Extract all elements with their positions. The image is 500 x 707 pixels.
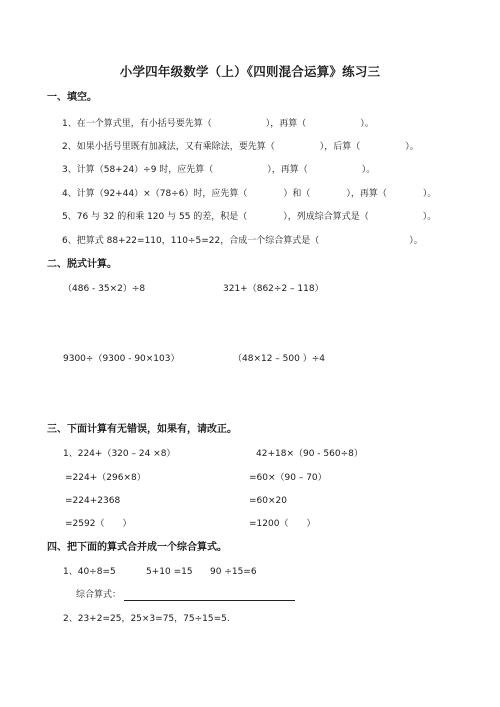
calc-problem-3: 9300÷（9300 - 90×103） — [63, 354, 180, 364]
check-right-line-1: 42+18×（90 - 560÷8） — [256, 449, 363, 459]
fill-item-4: 4、计算（92+44）×（78÷6）时，应先算（ ）和（ ），再算（ ）。 — [62, 189, 437, 199]
calc-problem-1: （486 - 35×2）÷8 — [63, 284, 146, 294]
combine-eq-2: 5+10 =15 — [146, 567, 193, 577]
check-right-line-4: =1200（ ） — [249, 519, 316, 529]
combine-eq-1: 1、40÷8=5 — [63, 567, 116, 577]
combined-formula-answer-line[interactable] — [124, 600, 295, 601]
check-left-line-3: =224+2368 — [65, 496, 121, 506]
section-heading-step-calc: 二、脱式计算。 — [47, 259, 117, 270]
combined-formula-label: 综合算式： — [76, 590, 122, 600]
fill-item-1: 1、在一个算式里，有小括号要先算（ ），再算（ ）。 — [62, 119, 374, 129]
check-left-line-4: =2592（ ） — [65, 519, 132, 529]
fill-item-2: 2、如果小括号里既有加减法，又有乘除法，要先算（ ），后算（ ）。 — [62, 142, 419, 152]
fill-item-6: 6、把算式 88+22=110，110÷5=22，合成一个综合算式是（ ）。 — [62, 236, 423, 246]
section-heading-combine: 四、把下面的算式合并成一个综合算式。 — [47, 542, 227, 553]
calc-problem-4: （48×12 – 500 ）÷4 — [233, 354, 325, 364]
combine-eq-3: 90 ÷15=6 — [210, 567, 257, 577]
fill-item-3: 3、计算（58+24）÷9 时，应先算（ ），再算（ ）。 — [62, 165, 376, 175]
page-title: 小学四年级数学（上）《四则混合运算》练习三 — [119, 64, 381, 79]
check-left-line-2: =224+（296×8） — [65, 473, 146, 483]
combine-item-2: 2、23+2=25，25×3=75，75÷15=5. — [63, 614, 230, 624]
fill-item-5: 5、76 与 32 的和乘 120 与 55 的差，积是（ ），列成综合算式是（ ）。 — [62, 212, 437, 222]
check-right-line-2: =60×（90 – 70） — [249, 473, 327, 483]
calc-problem-2: 321+（862÷2 – 118） — [223, 284, 324, 294]
section-heading-error-check: 三、下面计算有无错误，如果有，请改正。 — [47, 424, 237, 435]
check-right-line-3: =60×20 — [249, 496, 287, 506]
section-heading-fill-blank: 一、填空。 — [47, 92, 97, 103]
check-left-line-1: 1、224+（320 – 24 ×8） — [63, 449, 176, 459]
